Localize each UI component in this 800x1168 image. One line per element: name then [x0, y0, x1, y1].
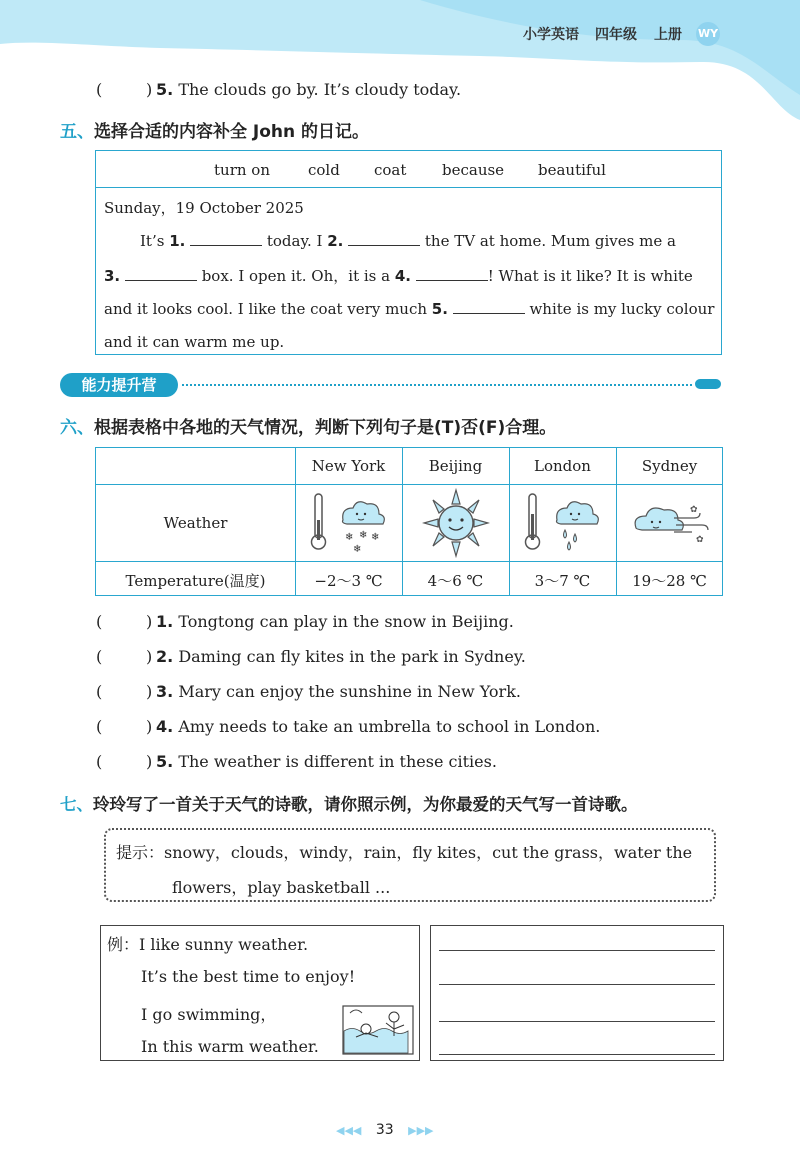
- banner-dotted-line: [182, 384, 692, 386]
- blank-number: 5.: [431, 300, 448, 318]
- word-option: cold: [308, 161, 340, 179]
- question-text: Amy needs to take an umbrella to school in London.: [178, 717, 601, 736]
- poem-line: In this warm weather.: [141, 1037, 319, 1056]
- word-option: because: [442, 161, 505, 179]
- poem-text: I like sunny weather.: [139, 935, 309, 954]
- page-number: 33: [375, 1122, 394, 1138]
- writing-line[interactable]: [439, 1021, 715, 1022]
- svg-text:❄: ❄: [359, 530, 368, 541]
- diary-word-box: [95, 150, 722, 355]
- diary-line-1: [140, 231, 676, 250]
- windy-icon: [630, 498, 712, 546]
- poem-line: [107, 932, 308, 955]
- edition-badge: WY: [696, 22, 720, 46]
- svg-text:❄: ❄: [371, 532, 380, 543]
- section5-heading: [60, 117, 369, 142]
- temperature-cell: 4～6 ℃: [427, 572, 484, 590]
- diary-date: Sunday，19 October 2025: [104, 199, 304, 217]
- question-number: 4.: [156, 717, 174, 736]
- answer-paren-close: ): [146, 682, 153, 701]
- section-title: 玲玲写了一首关于天气的诗歌，请你照示例，为你最爱的天气写一首诗歌。: [93, 795, 638, 814]
- section-number: 七、: [60, 795, 93, 814]
- header-wave-decoration: [0, 0, 800, 120]
- diary-text: box. I open it. Oh，it is a: [196, 267, 395, 285]
- answer-paren-open: (: [96, 647, 103, 666]
- question-text: Daming can fly kites in the park in Sydney.: [178, 647, 526, 666]
- sunny-icon: [422, 488, 490, 558]
- rain-cool-icon: [519, 490, 607, 556]
- diary-line-3: [104, 299, 714, 318]
- diary-text: the TV at home. Mum gives me a: [420, 232, 676, 250]
- answer-paren-close: ): [146, 80, 153, 99]
- city-header: Beijing: [428, 457, 483, 475]
- word-option: turn on: [214, 161, 270, 179]
- city-header: Sydney: [641, 457, 698, 475]
- answer-paren-close: ): [146, 717, 153, 736]
- question-text: The weather is different in these cities.: [178, 752, 497, 771]
- city-header: London: [534, 457, 591, 475]
- writing-line[interactable]: [439, 1054, 715, 1055]
- blank-5[interactable]: [453, 299, 525, 314]
- page-footer: [336, 1122, 434, 1138]
- hint-words: snowy，clouds，windy，rain，fly kites，cut the grass，water the: [164, 843, 693, 862]
- section-title: 选择合适的内容补全 John 的日记。: [94, 122, 370, 142]
- answer-paren-open: (: [96, 717, 103, 736]
- tf-question: [156, 717, 600, 736]
- answer-poem-box: [430, 925, 724, 1061]
- example-label: 例：: [107, 935, 140, 954]
- left-arrows-icon: ◀◀◀: [336, 1124, 362, 1137]
- poem-line: I go swimming，: [141, 1005, 277, 1024]
- header-volume: 上册: [654, 27, 682, 43]
- ability-banner: 能力提升营: [60, 373, 178, 397]
- example-poem-box: [100, 925, 420, 1061]
- writing-line[interactable]: [439, 984, 715, 985]
- question-number: 2.: [156, 647, 174, 666]
- word-bank: [96, 151, 721, 188]
- answer-paren-close: ): [146, 647, 153, 666]
- svg-text:✿: ✿: [696, 535, 704, 545]
- diary-line-2: [104, 265, 693, 286]
- blank-1[interactable]: [190, 231, 262, 246]
- diary-text: white is my lucky colour: [524, 300, 715, 318]
- hint-line-1: [116, 840, 692, 863]
- question-text: The clouds go by. It’s cloudy today.: [178, 80, 462, 99]
- diary-line-4: and it can warm me up.: [104, 333, 285, 351]
- tf-question: [156, 647, 526, 666]
- question-text: Tongtong can play in the snow in Beijing.: [178, 612, 514, 631]
- header-subject: 小学英语: [523, 27, 579, 43]
- blank-3[interactable]: [125, 266, 197, 281]
- tf-question: [156, 752, 497, 771]
- writing-line[interactable]: [439, 950, 715, 951]
- temperature-cell: 19～28 ℃: [632, 572, 707, 590]
- weather-table: [95, 447, 723, 596]
- poem-line: It’s the best time to enjoy!: [141, 967, 356, 986]
- temperature-cell: 3～7 ℃: [534, 572, 591, 590]
- tf-question: [156, 612, 514, 631]
- swimming-picture: [342, 1005, 414, 1055]
- diary-text: today. I: [262, 232, 328, 250]
- header-grade: 四年级: [595, 27, 637, 43]
- banner-end-cap: [695, 379, 721, 389]
- blank-number: 1.: [169, 232, 186, 250]
- tf-question: [156, 682, 521, 701]
- hint-label: 提示：: [116, 843, 165, 862]
- section-number: 五、: [60, 122, 94, 142]
- answer-paren-open: (: [96, 752, 103, 771]
- answer-paren-close: ): [146, 612, 153, 631]
- section7-heading: [60, 791, 638, 815]
- hint-line-2: flowers，play basketball ...: [172, 878, 391, 897]
- row-label-weather: Weather: [163, 514, 228, 532]
- diary-text: and it looks cool. I like the coat very much: [104, 300, 432, 318]
- blank-number: 2.: [327, 232, 344, 250]
- answer-paren-open: (: [96, 612, 103, 631]
- svg-text:❄: ❄: [345, 532, 354, 543]
- question-number: 5.: [156, 752, 174, 771]
- snow-cold-icon: [305, 490, 393, 556]
- right-arrows-icon: ▶▶▶: [408, 1124, 434, 1137]
- svg-text:✿: ✿: [690, 505, 698, 515]
- answer-paren-open: (: [96, 682, 103, 701]
- temperature-cell: −2～3 ℃: [314, 572, 383, 590]
- question-number: 3.: [156, 682, 174, 701]
- city-header: New York: [311, 457, 386, 475]
- blank-number: 3.: [104, 267, 121, 285]
- question-s4-5: [156, 80, 461, 99]
- answer-paren-open: (: [96, 80, 103, 99]
- answer-paren-close: ): [146, 752, 153, 771]
- hint-box: [104, 828, 716, 902]
- section6-heading: [60, 413, 556, 438]
- blank-number: 4.: [394, 267, 411, 285]
- blank-4[interactable]: [416, 266, 488, 281]
- question-number: 5.: [156, 80, 174, 99]
- row-label-temperature: Temperature(温度): [125, 572, 266, 590]
- diary-text: It’s: [140, 232, 170, 250]
- word-option: beautiful: [538, 161, 606, 179]
- svg-text:❄: ❄: [353, 544, 362, 555]
- section-number: 六、: [60, 418, 94, 438]
- word-option: coat: [374, 161, 407, 179]
- section-title: 根据表格中各地的天气情况，判断下列句子是(T)否(F)合理。: [94, 418, 557, 438]
- diary-text: ! What is it like? It is white: [487, 267, 693, 285]
- blank-2[interactable]: [348, 231, 420, 246]
- question-number: 1.: [156, 612, 174, 631]
- question-text: Mary can enjoy the sunshine in New York.: [178, 682, 521, 701]
